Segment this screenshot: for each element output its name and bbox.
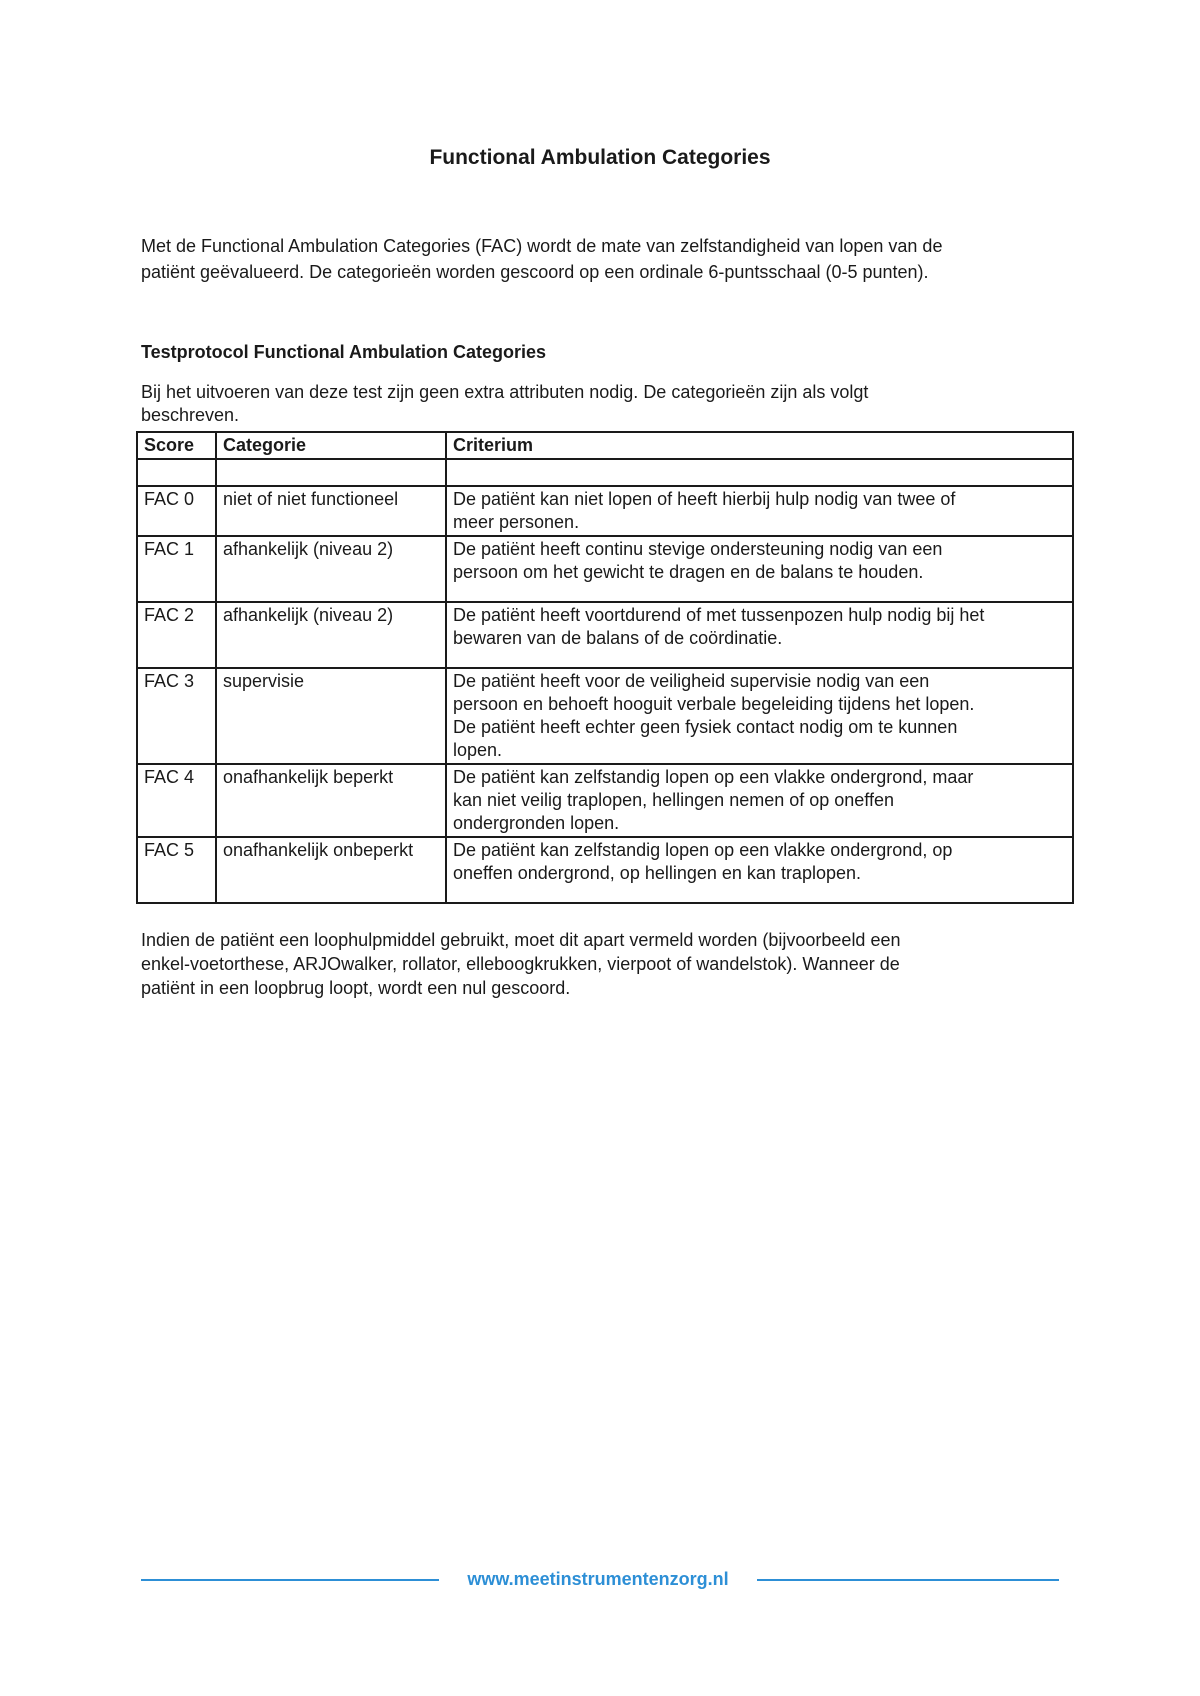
criterion-cell xyxy=(446,536,1073,602)
criterion-line: De patiënt heeft continu stevige ondersteuning nodig van een xyxy=(453,539,943,559)
criterion-line: De patiënt heeft echter geen fysiek contact nodig om te kunnen xyxy=(453,717,958,737)
table-header-row xyxy=(137,432,1073,459)
empty-cell xyxy=(216,459,446,486)
criterion-cell xyxy=(446,837,1073,903)
intro-line: Met de Functional Ambulation Categories (FAC) wordt de mate van zelfstandigheid van lopen van de xyxy=(141,236,943,256)
table-row xyxy=(137,602,1073,668)
criterion-cell xyxy=(446,486,1073,536)
criterion-line: persoon om het gewicht te dragen en de balans te houden. xyxy=(453,562,924,582)
page-title: Functional Ambulation Categories xyxy=(429,146,771,169)
footer-url-link[interactable]: www.meetinstrumentenzorg.nl xyxy=(467,1569,729,1589)
header-category: Categorie xyxy=(216,432,446,459)
criterion-line: De patiënt kan zelfstandig lopen op een vlakke ondergrond, op xyxy=(453,840,953,860)
category-cell: supervisie xyxy=(216,668,446,764)
closing-line: enkel-voetorthese, ARJOwalker, rollator, elleboogkrukken, vierpoot of wandelstok). Wanneer de xyxy=(141,954,900,974)
category-cell: onafhankelijk onbeperkt xyxy=(216,837,446,903)
score-cell: FAC 5 xyxy=(137,837,216,903)
table-row xyxy=(137,486,1073,536)
criterion-line: De patiënt heeft voortdurend of met tussenpozen hulp nodig bij het xyxy=(453,605,985,625)
header-score: Score xyxy=(137,432,216,459)
criterion-line: persoon en behoeft hooguit verbale begeleiding tijdens het lopen. xyxy=(453,694,975,714)
table-row xyxy=(137,837,1073,903)
criterion-line: De patiënt kan zelfstandig lopen op een vlakke ondergrond, maar xyxy=(453,767,974,787)
table-row xyxy=(137,764,1073,837)
criterion-line: meer personen. xyxy=(453,512,580,532)
criterion-line: oneffen ondergrond, op hellingen en kan traplopen. xyxy=(453,863,861,883)
score-cell: FAC 2 xyxy=(137,602,216,668)
header-criterion: Criterium xyxy=(446,432,1073,459)
section-heading: Testprotocol Functional Ambulation Categories xyxy=(141,342,547,362)
footer-divider-left xyxy=(141,1579,439,1581)
closing-paragraph xyxy=(141,928,1081,1000)
closing-line: patiënt in een loopbrug loopt, wordt een nul gescoord. xyxy=(141,978,571,998)
criterion-line: ondergronden lopen. xyxy=(453,813,620,833)
table-empty-row xyxy=(137,459,1073,486)
score-cell: FAC 0 xyxy=(137,486,216,536)
protocol-line: beschreven. xyxy=(141,405,240,425)
closing-line: Indien de patiënt een loophulpmiddel gebruikt, moet dit apart vermeld worden (bijvoorbeeld een xyxy=(141,930,901,950)
criterion-cell xyxy=(446,602,1073,668)
category-cell: niet of niet functioneel xyxy=(216,486,446,536)
empty-cell xyxy=(137,459,216,486)
criterion-line: bewaren van de balans of de coördinatie. xyxy=(453,628,783,648)
criterion-line: De patiënt heeft voor de veiligheid supervisie nodig van een xyxy=(453,671,930,691)
intro-line: patiënt geëvalueerd. De categorieën worden gescoord op een ordinale 6-puntsschaal (0-5 punten). xyxy=(141,262,929,282)
table-row xyxy=(137,668,1073,764)
category-cell: afhankelijk (niveau 2) xyxy=(216,602,446,668)
criterion-cell xyxy=(446,764,1073,837)
criterion-line: De patiënt kan niet lopen of heeft hierbij hulp nodig van twee of xyxy=(453,489,956,509)
intro-paragraph xyxy=(141,233,1081,285)
category-cell: afhankelijk (niveau 2) xyxy=(216,536,446,602)
score-cell: FAC 3 xyxy=(137,668,216,764)
protocol-line: Bij het uitvoeren van deze test zijn geen extra attributen nodig. De categorieën zijn als volgt xyxy=(141,382,869,402)
criterion-line: lopen. xyxy=(453,740,503,760)
category-cell: onafhankelijk beperkt xyxy=(216,764,446,837)
table-row xyxy=(137,536,1073,602)
criterion-cell xyxy=(446,668,1073,764)
footer-divider-right xyxy=(757,1579,1059,1581)
score-cell: FAC 4 xyxy=(137,764,216,837)
score-cell: FAC 1 xyxy=(137,536,216,602)
empty-cell xyxy=(446,459,1073,486)
fac-table xyxy=(136,431,1074,904)
criterion-line: kan niet veilig traplopen, hellingen nemen of op oneffen xyxy=(453,790,894,810)
protocol-paragraph xyxy=(141,381,1081,427)
